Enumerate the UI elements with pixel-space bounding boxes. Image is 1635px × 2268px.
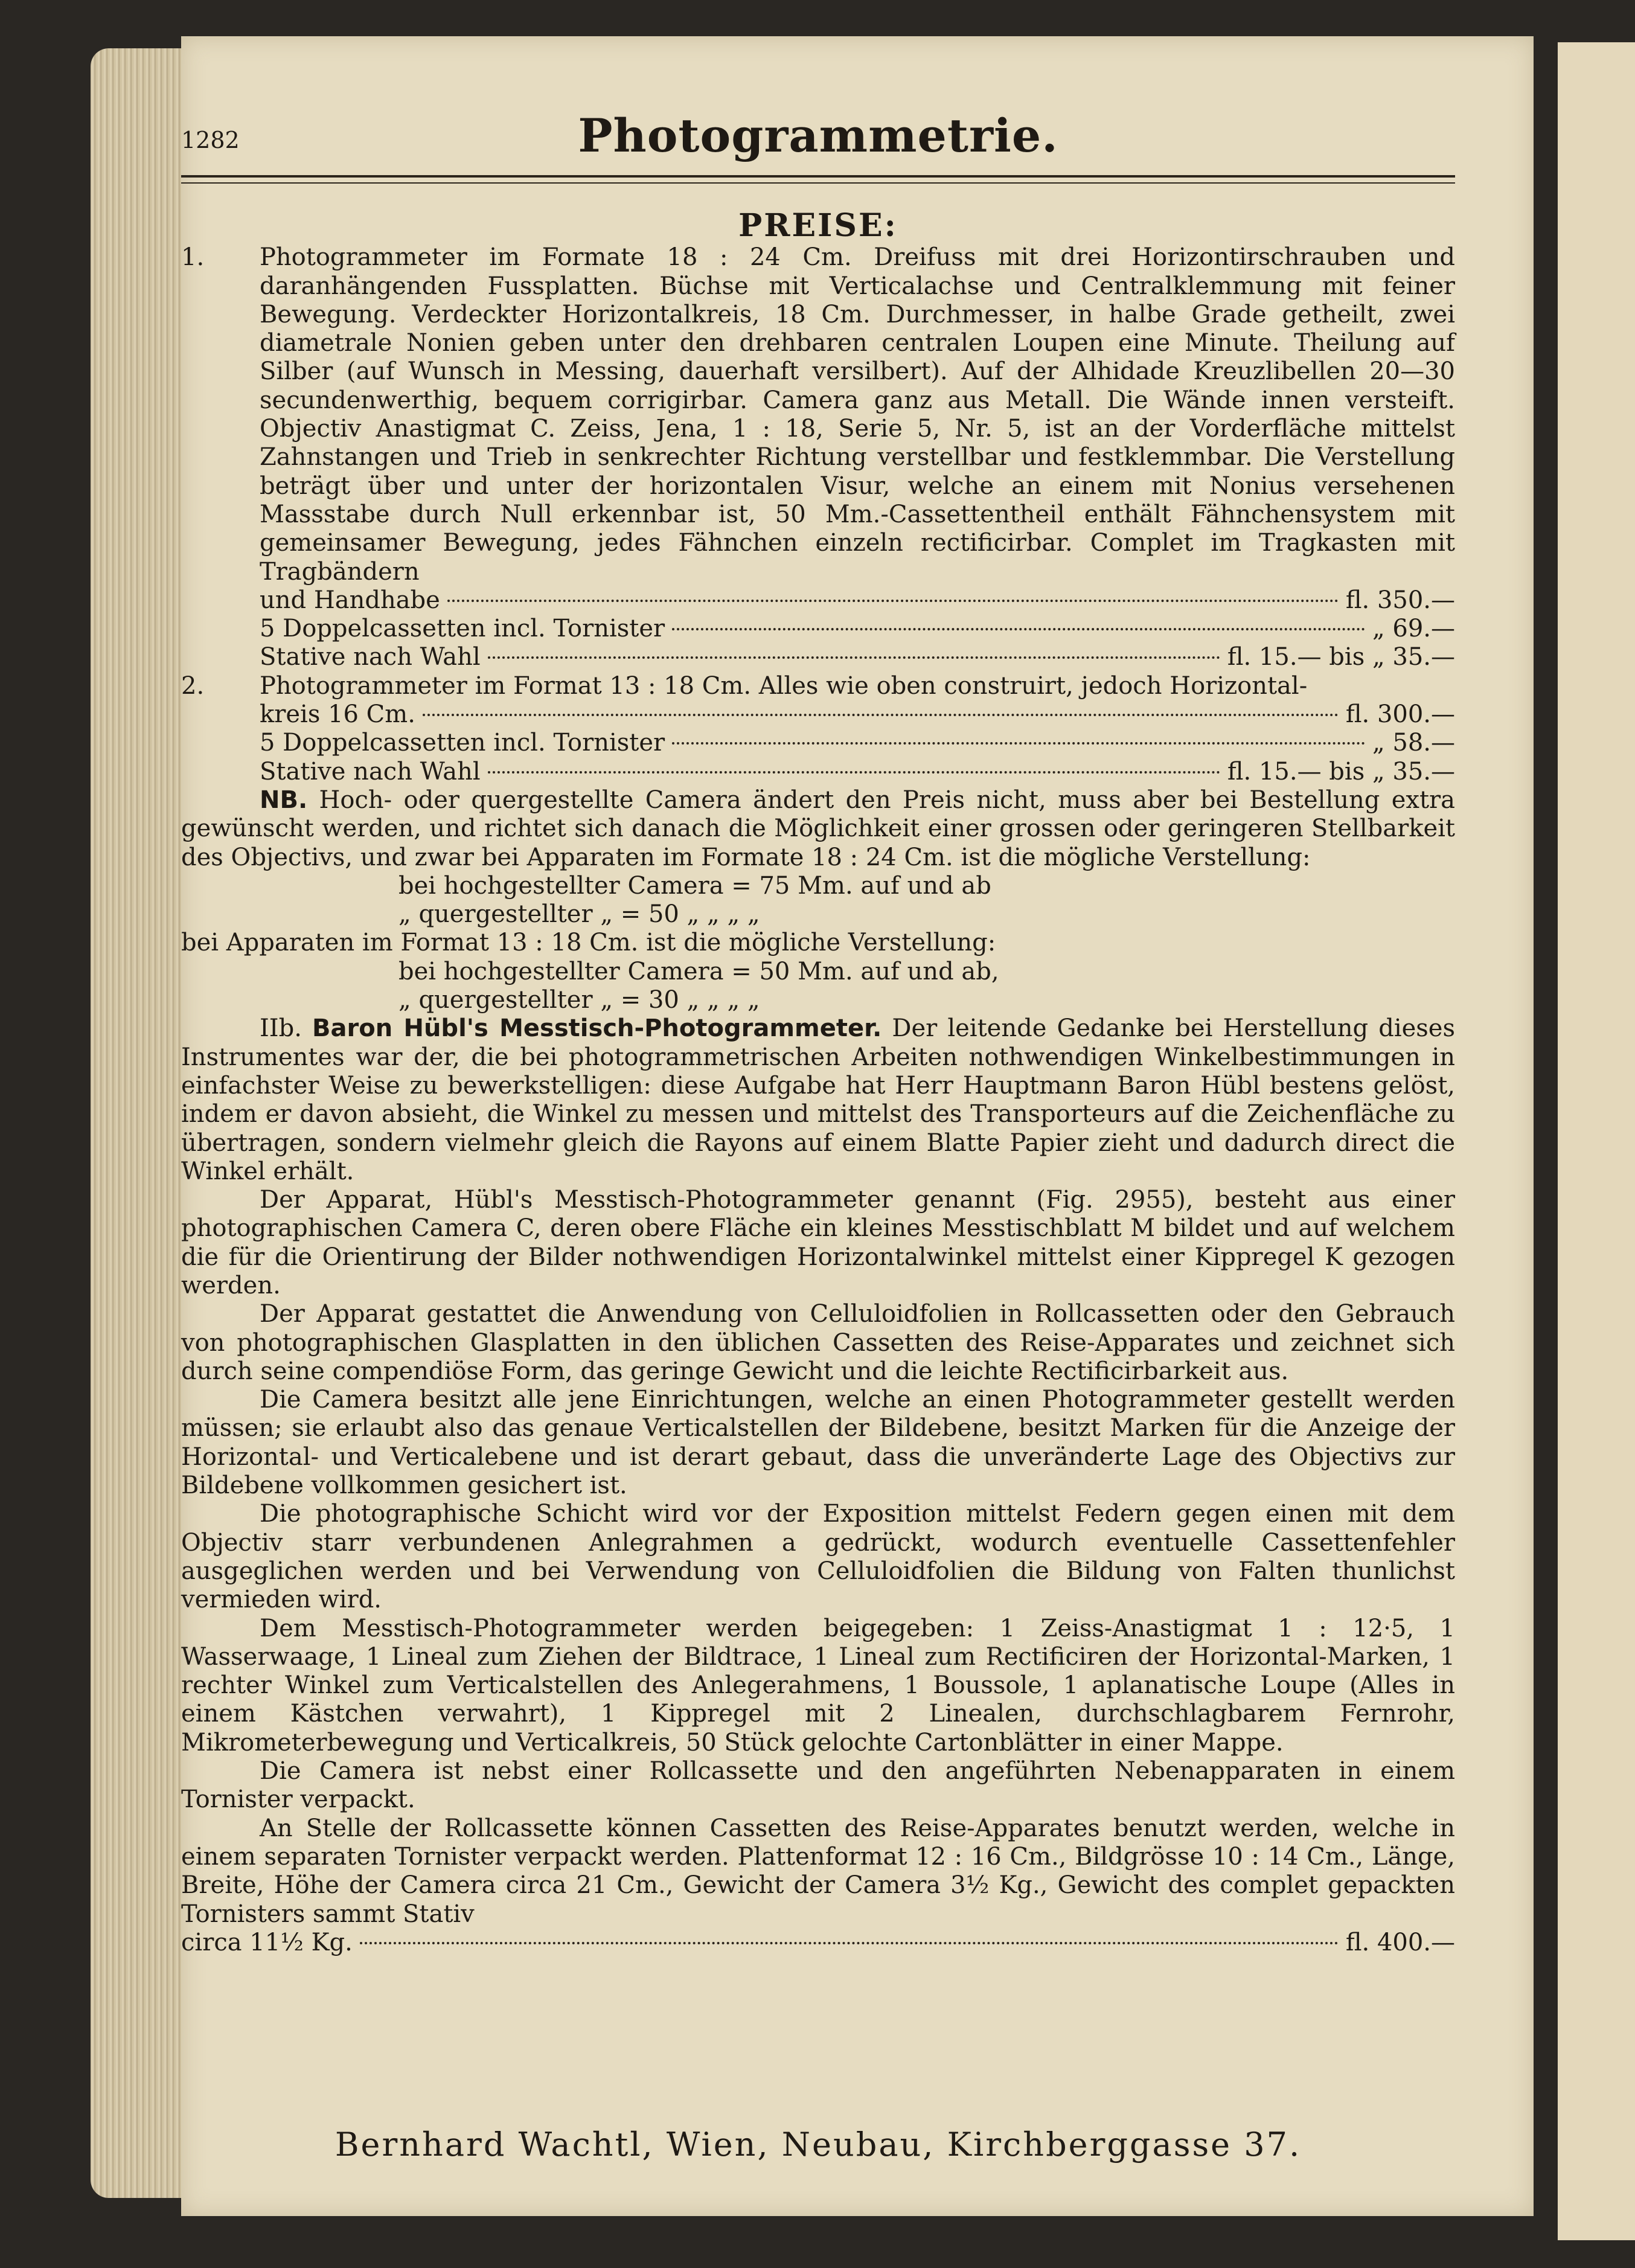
section-title: Baron Hübl's Messtisch-Photogrammeter. — [312, 1014, 882, 1043]
adjacent-page-edge — [1558, 42, 1635, 2240]
paragraph: Die photographische Schicht wird vor der Exposition mittelst Federn gegen einen mit dem Objectiv starr verbundenen Anlegrahmen a gedrückt, wodurch eventuelle Cassettenfehler ausgeglichen werden und bei Verwendung von Celluloidfolien die Bildung von Falten thunlichst vermieden wird. — [181, 1500, 1455, 1614]
page-number: 1282 — [181, 127, 240, 153]
price-line — [181, 758, 1455, 786]
adjustment-line: bei hochgestellter Camera = 50 Mm. auf und ab, — [398, 957, 999, 985]
item-number: 2. — [181, 671, 205, 700]
price-label: 5 Doppelcassetten incl. Tornister — [260, 615, 665, 643]
item-number: 1. — [181, 243, 205, 272]
prices-heading: PREISE: — [738, 207, 898, 244]
leader-dots — [423, 714, 1339, 716]
leader-dots — [488, 771, 1220, 774]
price-value: fl. 350.— — [1345, 586, 1455, 614]
price-line — [181, 700, 1455, 729]
nb-note — [181, 786, 1455, 872]
nb-text: Hoch- oder quergestellte Camera ändert den Preis nicht, muss aber bei Bestellung extra gewünscht werden, und richtet sich danach die Möglichkeit einer grossen oder geringeren Stellbarkeit des Objectivs, und zwar bei Apparaten im Formate 18 : 24 Cm. ist die mögliche Verstellung: — [181, 786, 1455, 871]
page-title: Photogrammetrie. — [578, 109, 1058, 162]
leader-dots — [488, 656, 1220, 659]
price-label: und Handhabe — [260, 586, 440, 614]
section-text: Der leitende Gedanke bei Herstellung dieses Instrumentes war der, die bei photogrammetrischen Arbeiten nothwendigen Winkelbestimmungen in einfachster Weise zu bewerkstelligen: diese Aufgabe hat Herr Hauptmann Baron Hübl bestens gelöst, indem er davon absieht, die Winkel zu messen und mittelst des Transporteurs auf die Zeichenfläche zu übertragen, sondern vielmehr gleich die Rayons auf einem Blatte Papier zieht und dadurch direct die Winkel erhält. — [181, 1014, 1456, 1185]
adjustment-intro: bei Apparaten im Format 13 : 18 Cm. ist die mögliche Verstellung: — [181, 929, 996, 957]
leader-dots — [672, 742, 1365, 745]
price-label: Stative nach Wahl — [260, 643, 481, 671]
header-rule-thick — [181, 175, 1455, 178]
section-label: IIb. — [260, 1014, 302, 1043]
paragraph: Der Apparat, Hübl's Messtisch-Photogrammeter genannt (Fig. 2955), besteht aus einer photographischen Camera C, deren obere Fläche ein kleines Messtischblatt M bildet und auf welchem die für die Orientirung der Bilder nothwendigen Horizontalwinkel mittelst einer Kippregel K gezogen werden. — [181, 1186, 1455, 1299]
price-item-1 — [181, 243, 1455, 586]
price-value: „ 58.— — [1372, 729, 1455, 757]
leader-dots — [360, 1942, 1339, 1944]
page-body — [181, 207, 1456, 1957]
price-item-2 — [181, 672, 1455, 700]
price-line — [181, 615, 1455, 643]
paragraph: An Stelle der Rollcassette können Cassetten des Reise-Apparates benutzt werden, welche in einem separaten Tornister verpackt werden. Plattenformat 12 : 16 Cm., Bildgrösse 10 : 14 Cm., Länge, Breite, Höhe der Camera circa 21 Cm., Gewicht der Camera 3½ Kg., Gewicht des complet gepackten Tornisters sammt Stativ — [181, 1814, 1455, 1928]
header-rule-thin — [181, 182, 1455, 184]
price-line — [181, 1929, 1455, 1957]
price-line — [181, 643, 1455, 671]
paragraph: Die Camera besitzt alle jene Einrichtungen, welche an einen Photogrammeter gestellt werden müssen; sie erlaubt also das genaue Verticalstellen der Bildebene, besitzt Marken für die Anzeige der Horizontal- und Verticalebene und ist derart gebaut, dass die unveränderte Lage des Objectivs zur Bildebene vollkommen gesichert ist. — [181, 1386, 1455, 1500]
adjustment-line: „ quergestellter „ = 50 „ „ „ „ — [398, 900, 760, 929]
price-value: „ 69.— — [1372, 615, 1455, 643]
paragraph: Dem Messtisch-Photogrammeter werden beigegeben: 1 Zeiss-Anastigmat 1 : 12·5, 1 Wasserwaage, 1 Lineal zum Ziehen der Bildtrace, 1 Lineal zum Rectificiren der Horizontal-Marken, 1 rechter Winkel zum Verticalstellen des Anlegerahmens, 1 Boussole, 1 aplanatische Loupe (Alles in einem Kästchen verwahrt), 1 Kippregel mit 2 Linealen, durchschlagbarem Fernrohr, Mikrometerbewegung und Verticalkreis, 50 Stück gelochte Cartonblätter in einer Mappe. — [181, 1614, 1455, 1757]
leader-dots — [447, 600, 1339, 602]
price-label: circa 11½ Kg. — [181, 1928, 353, 1956]
adjustment-line: bei hochgestellter Camera = 75 Mm. auf und ab — [398, 871, 991, 900]
section-iib — [181, 1014, 1455, 1186]
adjustment-line: „ quergestellter „ = 30 „ „ „ „ — [398, 986, 760, 1014]
leader-dots — [672, 628, 1365, 630]
paragraph: Der Apparat gestattet die Anwendung von Celluloidfolien in Rollcassetten oder den Gebrauch von photographischen Glasplatten in den üblichen Cassetten des Reise-Apparates und zeichnet sich durch seine compendiöse Form, das geringe Gewicht und die leichte Rectificirbarkeit aus. — [181, 1300, 1455, 1385]
publisher-footer: Bernhard Wachtl, Wien, Neubau, Kirchberggasse 37. — [334, 2125, 1302, 2164]
paragraph: Die Camera ist nebst einer Rollcassette und den angeführten Nebenapparaten in einem Tornister verpackt. — [181, 1757, 1455, 1814]
item-description: Photogrammeter im Formate 18 : 24 Cm. Dreifuss mit drei Horizontirschrauben und daranhängenden Fussplatten. Büchse mit Verticalachse und Centralklemmung mit feiner Bewegung. Verdeckter Horizontalkreis, 18 Cm. Durchmesser, in halbe Grade getheilt, zwei diametrale Nonien geben unter den drehbaren centralen Loupen eine Minute. Theilung auf Silber (auf Wunsch in Messing, dauerhaft versilbert). Auf der Alhidade Kreuzlibellen 20—30 secundenwerthig, bequem corrigirbar. Camera ganz aus Metall. Die Wände innen versteift. Objectiv Anastigmat C. Zeiss, Jena, 1 : 18, Serie 5, Nr. 5, ist an der Vorderfläche mittelst Zahnstangen und Trieb in senkrechter Richtung verstellbar und festklemmbar. Die Verstellung beträgt über und unter der horizontalen Visur, welche an einem mit Nonius versehenen Massstabe durch Null erkennbar ist, 50 Mm.-Cassettentheil enthält Fähnchensystem mit gemeinsamer Bewegung, jedes Fähnchen einzeln rectificirbar. Complet im Tragkasten mit Tragbändern — [260, 243, 1455, 586]
price-value: fl. 400.— — [1345, 1928, 1455, 1956]
price-value: fl. 15.— bis „ 35.— — [1227, 643, 1455, 671]
page-header — [181, 109, 1455, 175]
nb-label: NB. — [260, 786, 308, 814]
item-description: Photogrammeter im Format 13 : 18 Cm. Alles wie oben construirt, jedoch Horizontal- — [260, 671, 1308, 700]
price-value: fl. 300.— — [1345, 700, 1455, 729]
price-line — [181, 586, 1455, 615]
price-value: fl. 15.— bis „ 35.— — [1227, 757, 1455, 786]
price-label: kreis 16 Cm. — [260, 700, 415, 729]
price-line — [181, 729, 1455, 757]
price-label: 5 Doppelcassetten incl. Tornister — [260, 729, 665, 757]
price-label: Stative nach Wahl — [260, 757, 481, 786]
